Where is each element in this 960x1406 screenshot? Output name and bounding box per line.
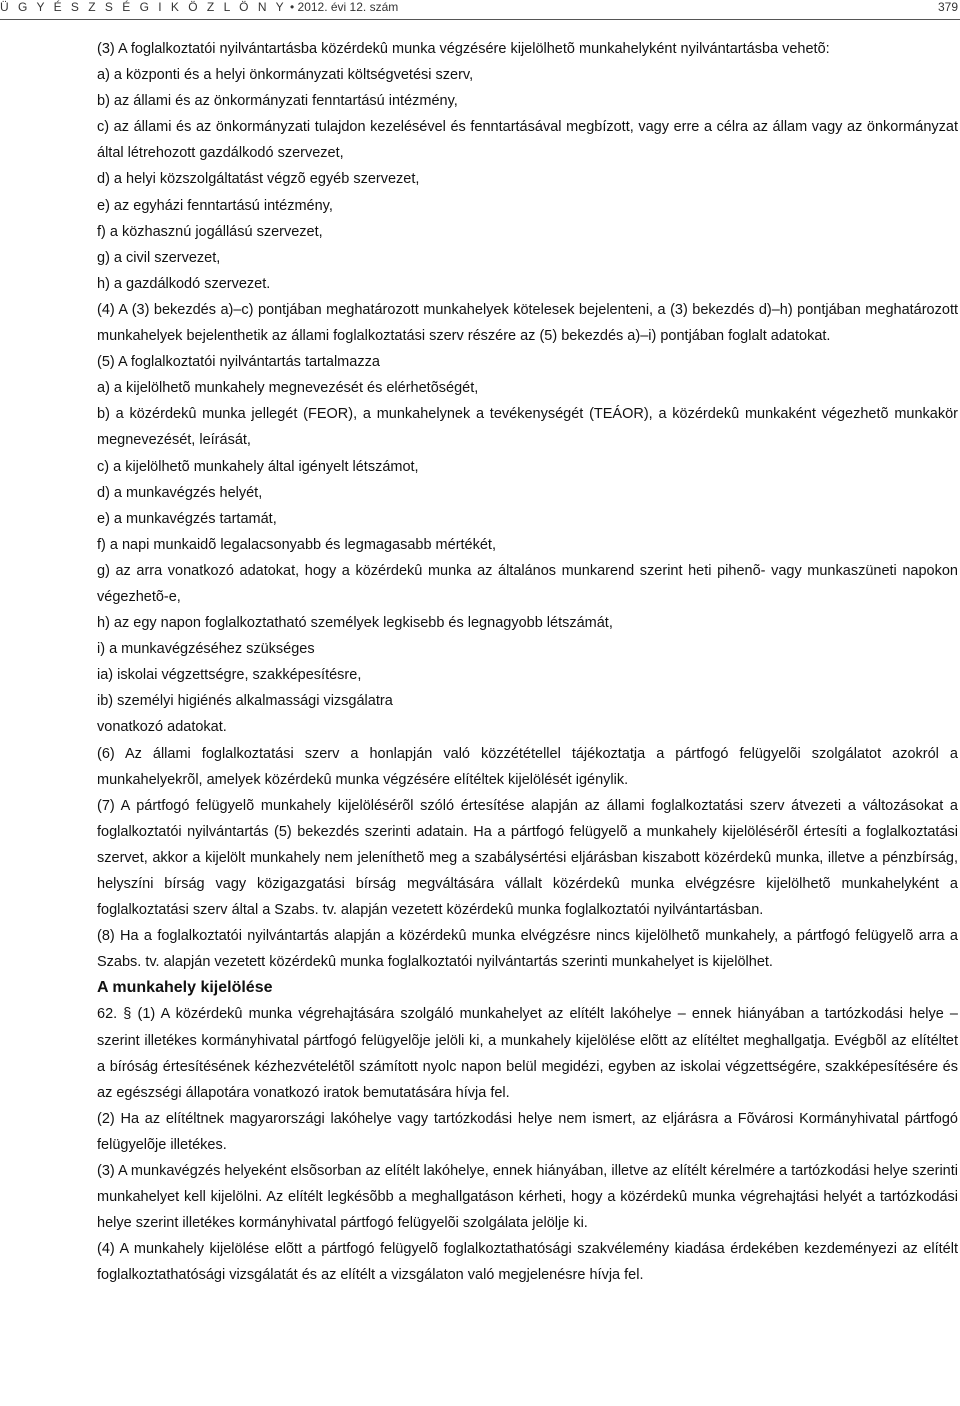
list-item: f) a napi munkaidõ legalacsonyabb és legmagasabb mértékét, [97,536,496,553]
list-item: g) a civil szervezet, [97,249,221,266]
sub-list-item: ia) iskolai végzettségre, szakképesítésre, [97,667,362,684]
paragraph: (7) A pártfogó felügyelõ munkahely kijelölésérõl szóló értesítése alapján az állami foglalkoztatási szerv átvezeti a változásokat a foglalkoztatói nyilvántartás (5) bekezdés szerinti adatain. Ha a pártfogó felügyelõ a munkahely kijelölésérõl értesíti a foglalkoztatási szervet, akkor a kijelölt munkahely nem jeleníthetõ meg a szabálysértési eljárásban kiszabott közérdekû munka, illetve a pénzbírság, helyszíni bírság vagy közigazgatási bírság megváltására vállalt közérdekû munka elvégzésre kijelölhetõ munkahelyként a foglalkoztatási szerv által a Szabs. tv. alapján vezetett közérdekû munka foglalkoztatói nyilvántartásban. [97,797,958,919]
paragraph: (5) A foglalkoztatói nyilvántartás tartalmazza [97,354,380,371]
paragraph: (4) A (3) bekezdés a)–c) pontjában meghatározott munkahelyek kötelesek bejelenteni, a (3) bekezdés d)–h) pontjában meghatározott munkahelyek bejelenthetik az állami foglalkoztatási szerv részére az (5) bekezdés a)–i) pontjában foglalt adatokat. [97,301,958,345]
list-item: a) a kijelölhetõ munkahely megnevezését és elérhetõségét, [97,380,479,397]
list-item: d) a helyi közszolgáltatást végzõ egyéb szervezet, [97,171,420,188]
list-item: b) a közérdekû munka jellegét (FEOR), a munkahelynek a tevékenységét (TEÁOR), a közérdekû munkaként végezhetõ munkakör megnevezését, leírását, [97,406,958,449]
section-heading: A munkahely kijelölése [97,979,273,997]
list-item: h) az egy napon foglalkoztatható személyek legkisebb és legnagyobb létszámát, [97,615,613,632]
list-item: h) a gazdálkodó szervezet. [97,275,271,292]
page-number: 379 [937,0,958,14]
paragraph: (2) Ha az elítéltnek magyarországi lakóhelye vagy tartózkodási helye nem ismert, az eljárásra a Fõvárosi Kormányhivatal pártfogó felügyelõje illetékes. [97,1110,958,1153]
header-rule [0,19,960,20]
paragraph: (3) A foglalkoztatói nyilvántartásba közérdekû munka végzésére kijelölhetõ munkahelyként nyilvántartásba vehetõ: [97,41,830,57]
list-item: a) a központi és a helyi önkormányzati költségvetési szerv, [97,67,474,84]
list-item: b) az állami és az önkormányzati fenntartású intézmény, [97,93,458,110]
list-item: c) az állami és az önkormányzati tulajdon kezelésével és fenntartásával megbízott, vagy erre a célra az állam vagy az önkormányzat által létrehozott gazdálkodó szervezet, [97,119,958,162]
list-item: c) a kijelölhetõ munkahely által igényelt létszámot, [97,458,419,475]
journal-title: Ü G Y É S Z S É G I K Ö Z L Ö N Y [0,0,287,14]
header-journal-info [0,0,398,14]
header-bullet: • [289,0,295,14]
list-item: f) a közhasznú jogállású szervezet, [97,223,323,240]
list-item: i) a munkavégzéséhez szükséges [97,641,315,658]
list-item: d) a munkavégzés helyét, [97,484,263,501]
issue-date: 2012. évi 12. szám [297,0,399,14]
paragraph: (6) Az állami foglalkoztatási szerv a honlapján való közzététellel tájékoztatja a pártfogó felügyelõi szolgálatot azokról a munkahelyekrõl, amelyek közérdekû munka végzésére elítéltek kijelölését igénylik. [97,745,958,788]
paragraph: (4) A munkahely kijelölése elõtt a pártfogó felügyelõ foglalkoztathatósági szakvélemény kiadása érdekében kezdeményezi az elítélt foglalkoztathatósági vizsgálatát és az elítélt a vizsgálaton való megjelenésre hívja fel. [97,1241,958,1284]
list-item: g) az arra vonatkozó adatokat, hogy a közérdekû munka az általános munkarend szerint heti pihenõ- vagy munkaszüneti napokon végezhetõ-e, [97,562,958,605]
list-closing: vonatkozó adatokat. [97,719,227,736]
paragraph: 62. § (1) A közérdekû munka végrehajtására szolgáló munkahelyet az elítélt lakóhelye – ennek hiányában a tartózkodási helye – szerint illetékes kormányhivatal pártfogó felügyelõje jelöli ki, a munkahely kijelölése elõtt az elítéltet meghallgatja. Evégbõl az elítéltet a bíróság értesítésének kézhezvételétõl számított nyolc napon belül megidézi, egyben az iskolai végzettségére, szakképesítésére és az egészségi állapotára vonatkozó iratok bemutatására hívja fel. [97,1006,958,1101]
document-body [97,36,958,1289]
list-item: e) a munkavégzés tartamát, [97,510,277,527]
paragraph: (8) Ha a foglalkoztatói nyilvántartás alapján a közérdekû munka elvégzésre nincs kijelölhetõ munkahely, a pártfogó felügyelõ arra a Szabs. tv. alapján vezetett közérdekû munka foglalkoztatói nyilvántartás szerinti munkahelyet is kijelölhet. [97,928,958,971]
list-item: e) az egyházi fenntartású intézmény, [97,197,333,214]
paragraph: (3) A munkavégzés helyeként elsõsorban az elítélt lakóhelye, ennek hiányában, illetve az elítélt kérelmére a tartózkodási helye szerinti munkahelyet kell kijelölni. Az elítélt legkésõbb a meghallgatáson kérheti, hogy a közérdekû munka végrehajtási helyét a tartózkodási helye szerint illetékes kormányhivatal pártfogó felügyelõi szolgálata jelölje ki. [97,1163,958,1232]
running-header [0,0,960,20]
sub-list-item: ib) személyi higiénés alkalmassági vizsgálatra [97,693,393,710]
